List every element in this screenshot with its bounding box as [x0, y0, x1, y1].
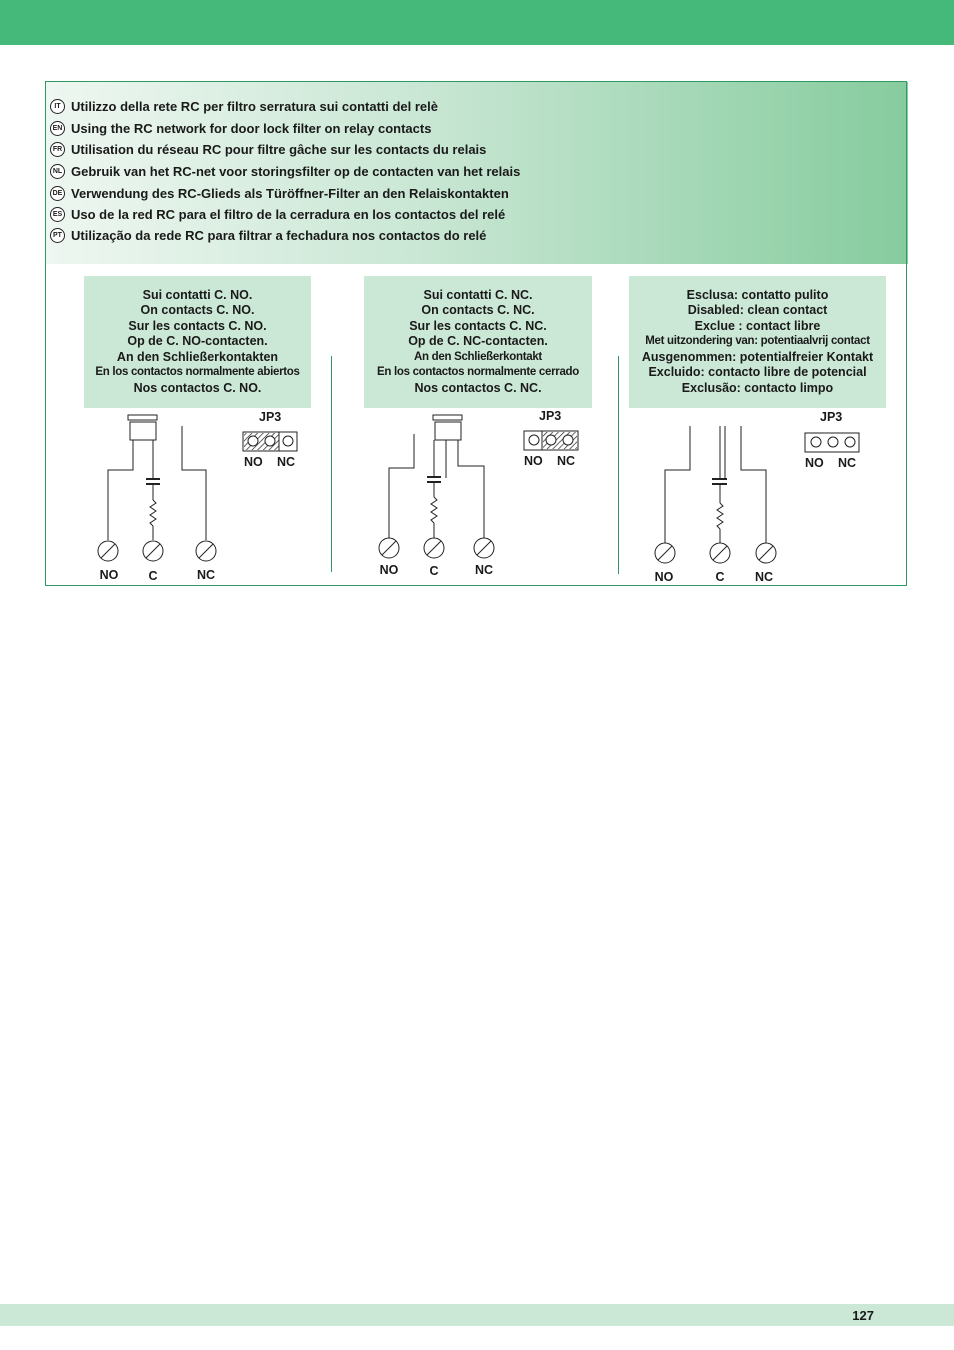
panel-line: Nos contactos C. NO. [133, 380, 262, 395]
title-text-fr: Utilisation du réseau RC pour filtre gâche sur les contacts du relais [71, 141, 487, 157]
terminal-label-no: NO [379, 563, 399, 577]
panel-line: Nos contactos C. NC. [414, 380, 542, 395]
column-separator [618, 356, 619, 574]
jumper-label-no: NO [805, 456, 824, 470]
title-text-pt: Utilização da rede RC para filtrar a fechadura nos contactos do relé [71, 227, 487, 243]
title-line-pt [50, 226, 486, 244]
title-line-es [50, 205, 505, 223]
title-line-de [50, 184, 509, 202]
top-color-bar [0, 0, 954, 45]
terminal-label-c: C [429, 564, 439, 578]
panel-line: Op de C. NO-contacten. [127, 334, 268, 349]
title-text-nl: Gebruik van het RC-net voor storingsfilter op de contacten van het relais [71, 163, 521, 179]
panel-line: Sur les contacts C. NC. [409, 318, 547, 333]
language-badge-en: EN [50, 121, 65, 136]
panel-line: Sur les contacts C. NO. [128, 318, 267, 333]
column-separator [331, 356, 332, 572]
panel-line: Excluido: contacto libre de potencial [648, 365, 867, 380]
panel-line: Esclusa: contatto pulito [686, 288, 829, 303]
title-text-en: Using the RC network for door lock filter on relay contacts [71, 120, 432, 136]
panel-line: On contacts C. NO. [140, 303, 255, 318]
panel-line: Exclue : contact libre [694, 318, 821, 333]
panel-contacts-nc [364, 276, 592, 408]
panel-contacts-no [84, 276, 311, 408]
jumper-title: JP3 [820, 410, 843, 424]
jumper-title: JP3 [259, 410, 282, 424]
jumper-label-nc: NC [557, 454, 576, 468]
jumper-label-nc: NC [838, 456, 857, 470]
language-badge-de: DE [50, 186, 65, 201]
title-line-en [50, 119, 431, 137]
title-text-de: Verwendung des RC-Glieds als Türöffner-Filter an den Relaiskontakten [71, 185, 509, 201]
jumper-title: JP3 [539, 409, 562, 423]
terminal-label-nc: NC [474, 563, 494, 577]
title-text-it: Utilizzo della rete RC per filtro serratura sui contatti del relè [71, 98, 438, 114]
language-badge-pt: PT [50, 228, 65, 243]
terminal-label-c: C [148, 569, 158, 583]
terminal-label-c: C [715, 570, 725, 584]
panel-line: En los contactos normalmente abiertos [95, 366, 300, 379]
title-line-nl [50, 162, 520, 180]
terminal-label-nc: NC [754, 570, 774, 584]
jumper-label-nc: NC [277, 455, 296, 469]
panel-disabled [629, 276, 886, 408]
terminal-label-no: NO [99, 568, 119, 582]
panel-line: On contacts C. NC. [421, 303, 535, 318]
language-badge-nl: NL [50, 164, 65, 179]
panel-line: An den Schließerkontakten [116, 349, 279, 364]
panel-line: Sui contatti C. NO. [142, 288, 253, 303]
panel-line: Op de C. NC-contacten. [408, 334, 548, 349]
language-badge-it: IT [50, 99, 65, 114]
title-line-fr [50, 140, 486, 158]
terminal-label-no: NO [654, 570, 674, 584]
title-line-it [50, 97, 438, 115]
panel-line: Sui contatti C. NC. [423, 288, 533, 303]
terminal-label-nc: NC [196, 568, 216, 582]
language-badge-es: ES [50, 207, 65, 222]
panel-line: Met uitzondering van: potentiaalvrij contact [645, 335, 870, 348]
title-text-es: Uso de la red RC para el filtro de la cerradura en los contactos del relé [71, 206, 506, 222]
panel-line: An den Schließerkontakt [414, 350, 542, 363]
language-badge-fr: FR [50, 142, 65, 157]
panel-line: Exclusão: contacto limpo [681, 380, 834, 395]
panel-line: Ausgenommen: potentialfreier Kontakt [641, 349, 874, 364]
jumper-label-no: NO [244, 455, 263, 469]
page-number: 127 [852, 1308, 874, 1323]
panel-line: Disabled: clean contact [687, 303, 828, 318]
jumper-label-no: NO [524, 454, 543, 468]
footer-bar [0, 1304, 954, 1326]
panel-line: En los contactos normalmente cerrado [376, 366, 579, 379]
